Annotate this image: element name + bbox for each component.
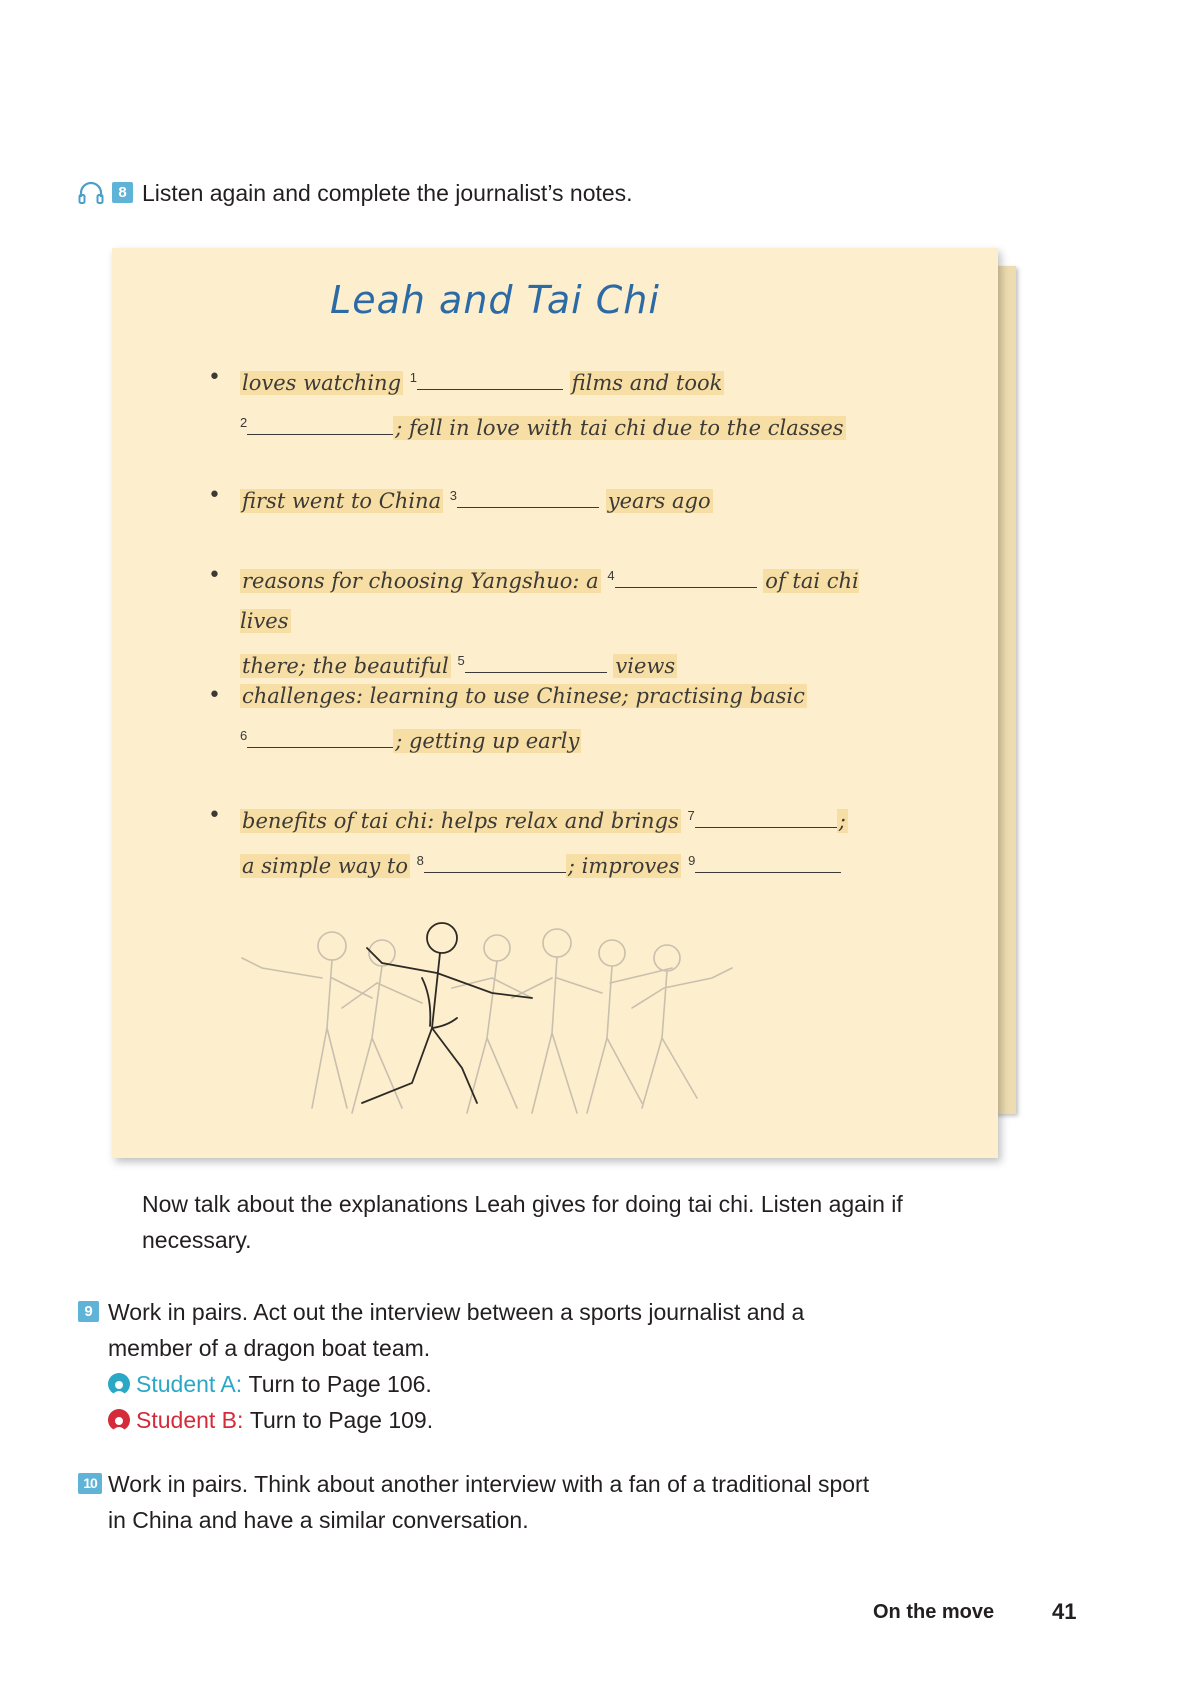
- note-text: ; fell in love with tai chi due to the classes: [395, 416, 844, 440]
- student-b-text: Turn to Page 109.: [249, 1407, 434, 1433]
- task-number-badge: 9: [78, 1301, 99, 1322]
- note-text: loves watching: [242, 371, 402, 395]
- notes-title: Leah and Tai Chi: [330, 278, 660, 322]
- student-b-line: [108, 1402, 888, 1438]
- task-9: [78, 1294, 938, 1438]
- note-item-2: [208, 476, 900, 521]
- blank-4[interactable]: [615, 563, 757, 588]
- task-number-badge: 10: [78, 1473, 102, 1494]
- blank-number: 1: [409, 370, 417, 385]
- task-10: [78, 1466, 888, 1538]
- note-text: films and took: [571, 371, 723, 395]
- note-text: ;: [838, 809, 846, 833]
- blank-3[interactable]: [457, 483, 599, 508]
- note-text: reasons for choosing Yangshuo: a: [242, 569, 599, 593]
- blank-2[interactable]: [247, 410, 393, 435]
- note-item-4: [208, 676, 900, 761]
- blank-number: 7: [687, 808, 695, 823]
- note-item-1: [208, 358, 900, 448]
- page-number: 41: [1052, 1599, 1077, 1624]
- blank-1[interactable]: [417, 365, 563, 390]
- task-number-badge: 8: [112, 182, 133, 203]
- blank-9[interactable]: [695, 848, 841, 873]
- note-text: of tai chi lives: [240, 569, 859, 633]
- unit-title: On the move: [873, 1601, 995, 1623]
- bullet-icon: •: [208, 563, 221, 588]
- student-a-label: Student A:: [136, 1371, 243, 1397]
- bullet-icon: •: [208, 483, 221, 508]
- student-a-text: Turn to Page 106.: [248, 1371, 432, 1397]
- blank-number: 2: [240, 415, 248, 430]
- note-text: first went to China: [242, 489, 442, 513]
- note-text: views: [615, 654, 676, 678]
- task-8: [78, 175, 633, 211]
- blank-7[interactable]: [695, 803, 837, 828]
- follow-up-instruction: Now talk about the explanations Leah gives for doing tai chi. Listen again if necessary.: [142, 1191, 903, 1253]
- note-text: years ago: [607, 489, 711, 513]
- note-item-5: [208, 796, 900, 886]
- note-text: a simple way to: [242, 854, 408, 878]
- blank-6[interactable]: [247, 723, 393, 748]
- task-9-instruction: Work in pairs. Act out the interview between a sports journalist and a member of a dragon boat team.: [108, 1299, 805, 1361]
- task-10-instruction: Work in pairs. Think about another interview with a fan of a traditional sport in China and have a similar conversation.: [108, 1471, 870, 1533]
- note-text: benefits of tai chi: helps relax and brings: [242, 809, 679, 833]
- user-icon: [108, 1373, 130, 1395]
- blank-number: 5: [457, 653, 465, 668]
- note-text: ; improves: [567, 854, 680, 878]
- student-a-line: [108, 1366, 888, 1402]
- student-b-label: Student B:: [136, 1407, 244, 1433]
- note-text: there; the beautiful: [242, 654, 449, 678]
- blank-number: 3: [449, 488, 458, 503]
- blank-number: 6: [240, 728, 248, 743]
- note-text: challenges: learning to use Chinese; practising basic: [242, 684, 805, 708]
- blank-5[interactable]: [465, 648, 607, 673]
- note-item-3: [208, 556, 900, 686]
- task-8-instruction: Listen again and complete the journalist’s notes.: [142, 180, 633, 206]
- blank-number: 8: [416, 853, 424, 868]
- tai-chi-illustration: [232, 908, 752, 1128]
- user-icon: [108, 1409, 130, 1431]
- notes-card: [112, 248, 998, 1158]
- bullet-icon: •: [208, 803, 221, 828]
- note-text: ; getting up early: [395, 729, 580, 753]
- blank-number: 4: [607, 568, 615, 583]
- headphones-icon: [78, 181, 104, 205]
- blank-number: 9: [688, 853, 696, 868]
- bullet-icon: •: [208, 365, 221, 390]
- bullet-icon: •: [208, 683, 221, 708]
- blank-8[interactable]: [424, 848, 566, 873]
